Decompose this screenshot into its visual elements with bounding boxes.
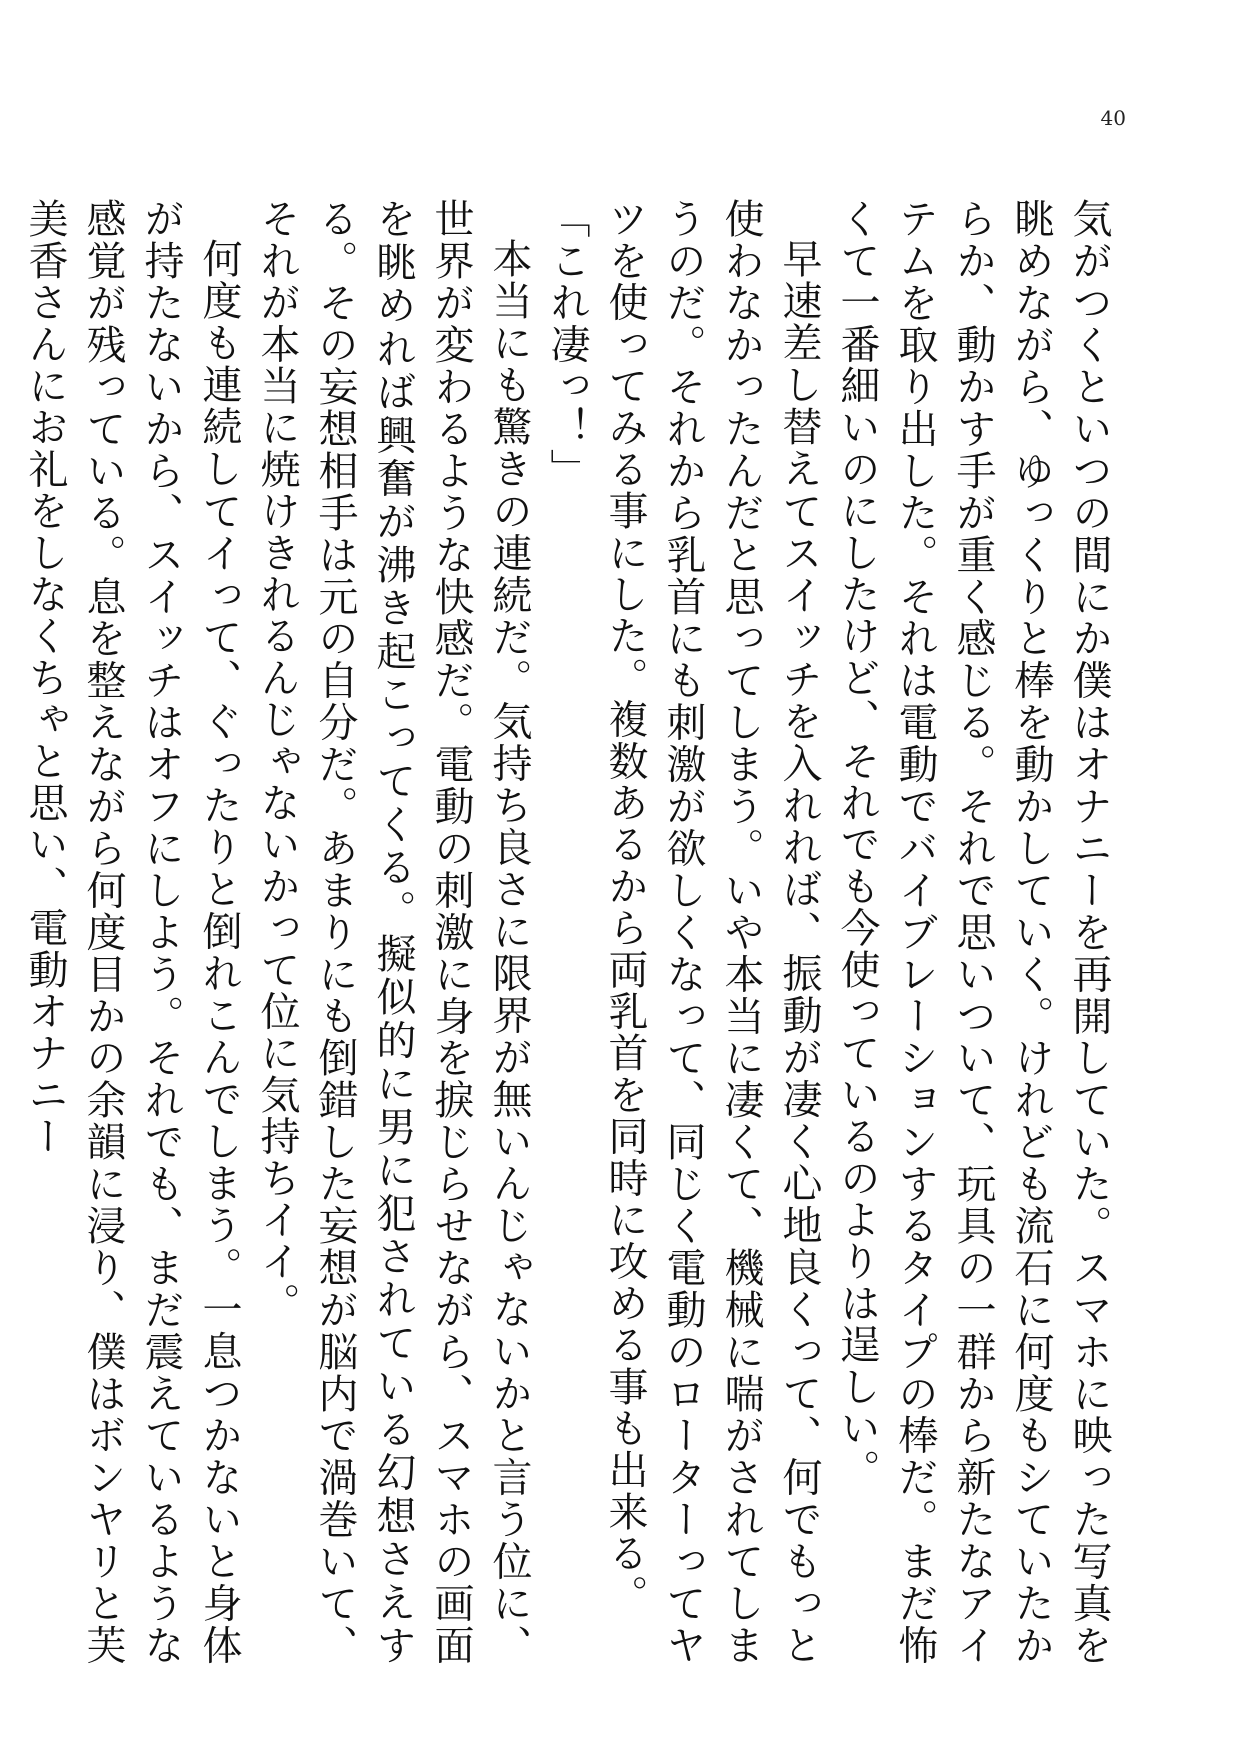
page-number: 40 <box>1100 106 1126 130</box>
paragraph-2: 早速差し替えてスイッチを入れれば、振動が凄く心地良くって、何でもっと使わなかったんだと思ってしまう。いや本当に凄くて、機械に喘がされてしまうのだ。それから乳首にも刺激が欲しくなって、同じく電動のローターってヤツを使ってみる事にした。複数あるから両乳首を同時に攻める事も出来る。 <box>602 198 822 1666</box>
dialogue-line: 「これ凄っ！」 <box>544 198 590 490</box>
body-text <box>22 198 1118 1666</box>
paragraph-3: 本当にも驚きの連続だ。気持ち良さに限界が無いんじゃないかと言う位に、世界が変わるような快感だ。電動の刺激に身を捩じらせながら、スマホの画面を眺めれば興奮が沸き起こってくる。擬似的に男に犯されている幻想さえする。その妄想相手は元の自分だ。あまりにも倒錯した妄想が脳内で渦巻いて、それが本当に焼けきれるんじゃないかって位に気持ちイイ。 <box>254 198 532 1666</box>
paragraph-4: 何度も連続してイって、ぐったりと倒れこんでしまう。一息つかないと身体が持たないから、スイッチはオフにしよう。それでも、まだ震えているような感覚が残っている。息を整えながら何度目かの余韻に浸り、僕はボンヤリと芙美香さんにお礼をしなくちゃと思い、電動オナニー <box>22 198 242 1666</box>
paragraph-1: 気がつくといつの間にか僕はオナニーを再開していた。スマホに映った写真を眺めながら、ゆっくりと棒を動かしていく。けれども流石に何度もシていたからか、動かす手が重く感じる。それで思いついて、玩具の一群から新たなアイテムを取り出した。それは電動でバイブレーションするタイプの棒だ。まだ怖くて一番細いのにしたけど、それでも今使っているのよりは逞しい。 <box>834 198 1112 1666</box>
